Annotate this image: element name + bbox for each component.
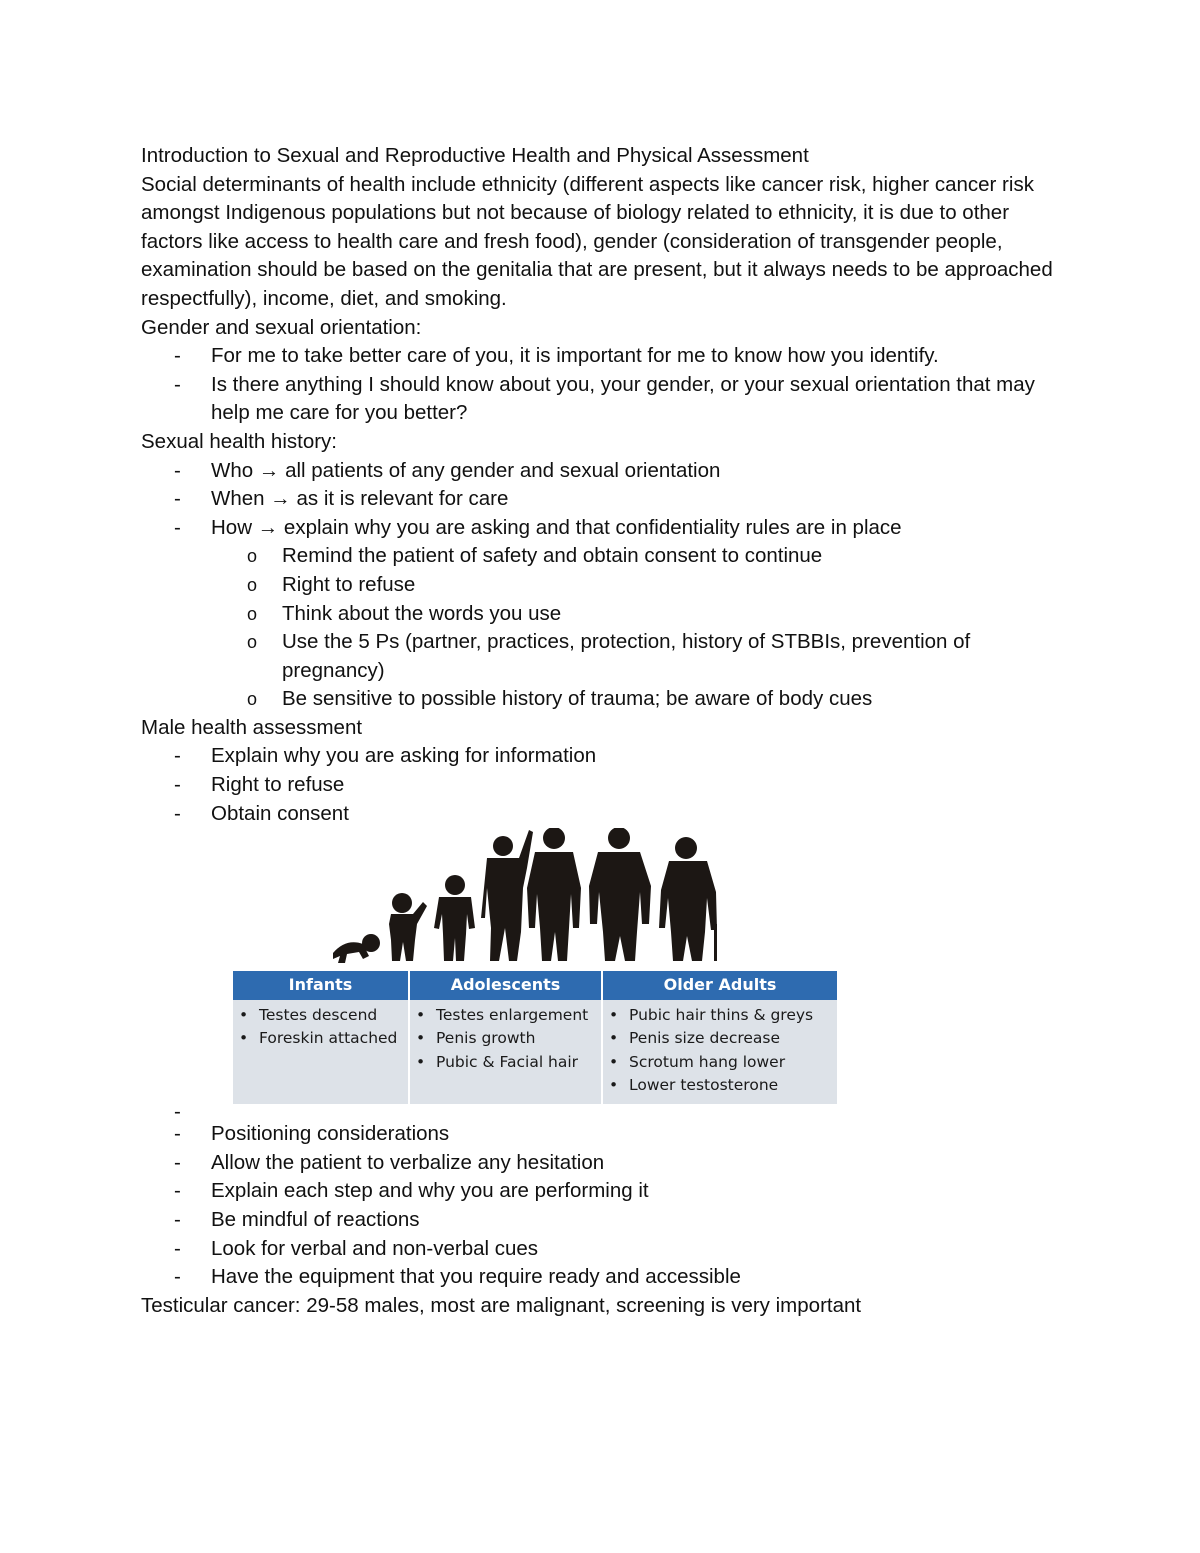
sexual-history-heading: Sexual health history: <box>141 429 338 453</box>
list-item: - Right to refuse <box>174 773 345 797</box>
arrow-icon: → <box>257 515 279 539</box>
list-item: - Have the equipment that you require ready and accessible <box>174 1265 741 1289</box>
how-sublist <box>141 542 1061 714</box>
list-item: - How → explain why you are asking and that confidentiality rules are in place <box>174 515 902 539</box>
sub-list-item: o Right to refuse <box>247 572 416 596</box>
list-item: - For me to take better care of you, it is important for me to know how you identify. <box>174 344 939 368</box>
middle-aged-silhouette <box>589 828 651 961</box>
arrow-icon: → <box>270 487 291 511</box>
closing-line: Testicular cancer: 29-58 males, most are malignant, screening is very important <box>141 1293 862 1317</box>
elderly-silhouette <box>659 837 717 961</box>
table-header: Infants <box>233 971 409 1000</box>
sexual-history-list <box>141 457 1061 543</box>
list-item: - Obtain consent <box>174 801 349 825</box>
list-item: - Look for verbal and non-verbal cues <box>174 1236 539 1260</box>
table-cell-infants <box>233 1000 409 1104</box>
list-item: • Scrotum hang lower <box>609 1052 786 1071</box>
toddler-silhouette <box>389 893 427 961</box>
adult-silhouette <box>527 828 581 961</box>
teen-silhouette <box>481 830 533 961</box>
list-item: - Is there anything I should know about you, your gender, or your sexual orientation that may help me care for you better? <box>174 372 1035 425</box>
sub-list-item: o Use the 5 Ps (partner, practices, protection, history of STBBIs, prevention of pregnancy) <box>247 630 971 682</box>
list-item: - Explain why you are asking for information <box>174 744 597 768</box>
arrow-icon: → <box>258 458 280 482</box>
document-body <box>141 142 1061 1320</box>
list-item: • Penis growth <box>416 1029 536 1048</box>
male-assessment-list-1 <box>141 742 1061 828</box>
list-item: • Testes enlargement <box>416 1005 589 1024</box>
list-item: • Pubic & Facial hair <box>416 1052 579 1071</box>
gender-list <box>141 342 1061 428</box>
list-item: - Positioning considerations <box>174 1122 450 1146</box>
table-cell-older-adults <box>602 1000 837 1104</box>
list-item: • Lower testosterone <box>609 1076 779 1095</box>
age-changes-table <box>233 971 837 1104</box>
table-dash-marker: - <box>174 1100 181 1124</box>
sub-list-item: o Be sensitive to possible history of trauma; be aware of body cues <box>247 687 873 711</box>
male-assessment-heading: Male health assessment <box>141 715 363 739</box>
table-row <box>233 1000 837 1104</box>
list-item: - When → as it is relevant for care <box>174 487 509 511</box>
table-header: Older Adults <box>602 971 837 1000</box>
list-item: - Be mindful of reactions <box>174 1208 420 1232</box>
document-title: Introduction to Sexual and Reproductive Health and Physical Assessment <box>141 144 809 167</box>
list-item: • Foreskin attached <box>239 1029 398 1048</box>
list-item: • Testes descend <box>239 1005 378 1024</box>
intro-paragraph: Social determinants of health include ethnicity (different aspects like cancer risk, higher cancer risk amongst Indigenous populations but not because of biology related to ethnicity, it is due to other factors like access to health care and fresh food), gender (consideration of transgender people, examination should be based on the genitalia that are present, but it always needs to be approached respectfully), income, diet, and smoking. <box>141 172 1053 310</box>
list-item: • Pubic hair thins & greys <box>609 1005 814 1024</box>
table-header: Adolescents <box>409 971 602 1000</box>
list-item: - Allow the patient to verbalize any hesitation <box>174 1150 605 1174</box>
table-header-row <box>233 971 837 1000</box>
infant-silhouette <box>333 934 380 963</box>
sub-list-item: o Think about the words you use <box>247 601 562 625</box>
child-silhouette <box>434 875 475 961</box>
age-figure <box>141 828 1061 1124</box>
list-item: - Explain each step and why you are performing it <box>174 1179 649 1203</box>
sub-list-item: o Remind the patient of safety and obtain consent to continue <box>247 544 823 568</box>
table-cell-adolescents <box>409 1000 602 1104</box>
list-item: • Penis size decrease <box>609 1029 781 1048</box>
list-item: - Who → all patients of any gender and sexual orientation <box>174 458 721 482</box>
gender-heading: Gender and sexual orientation: <box>141 315 422 339</box>
male-assessment-list-2 <box>141 1120 1061 1292</box>
